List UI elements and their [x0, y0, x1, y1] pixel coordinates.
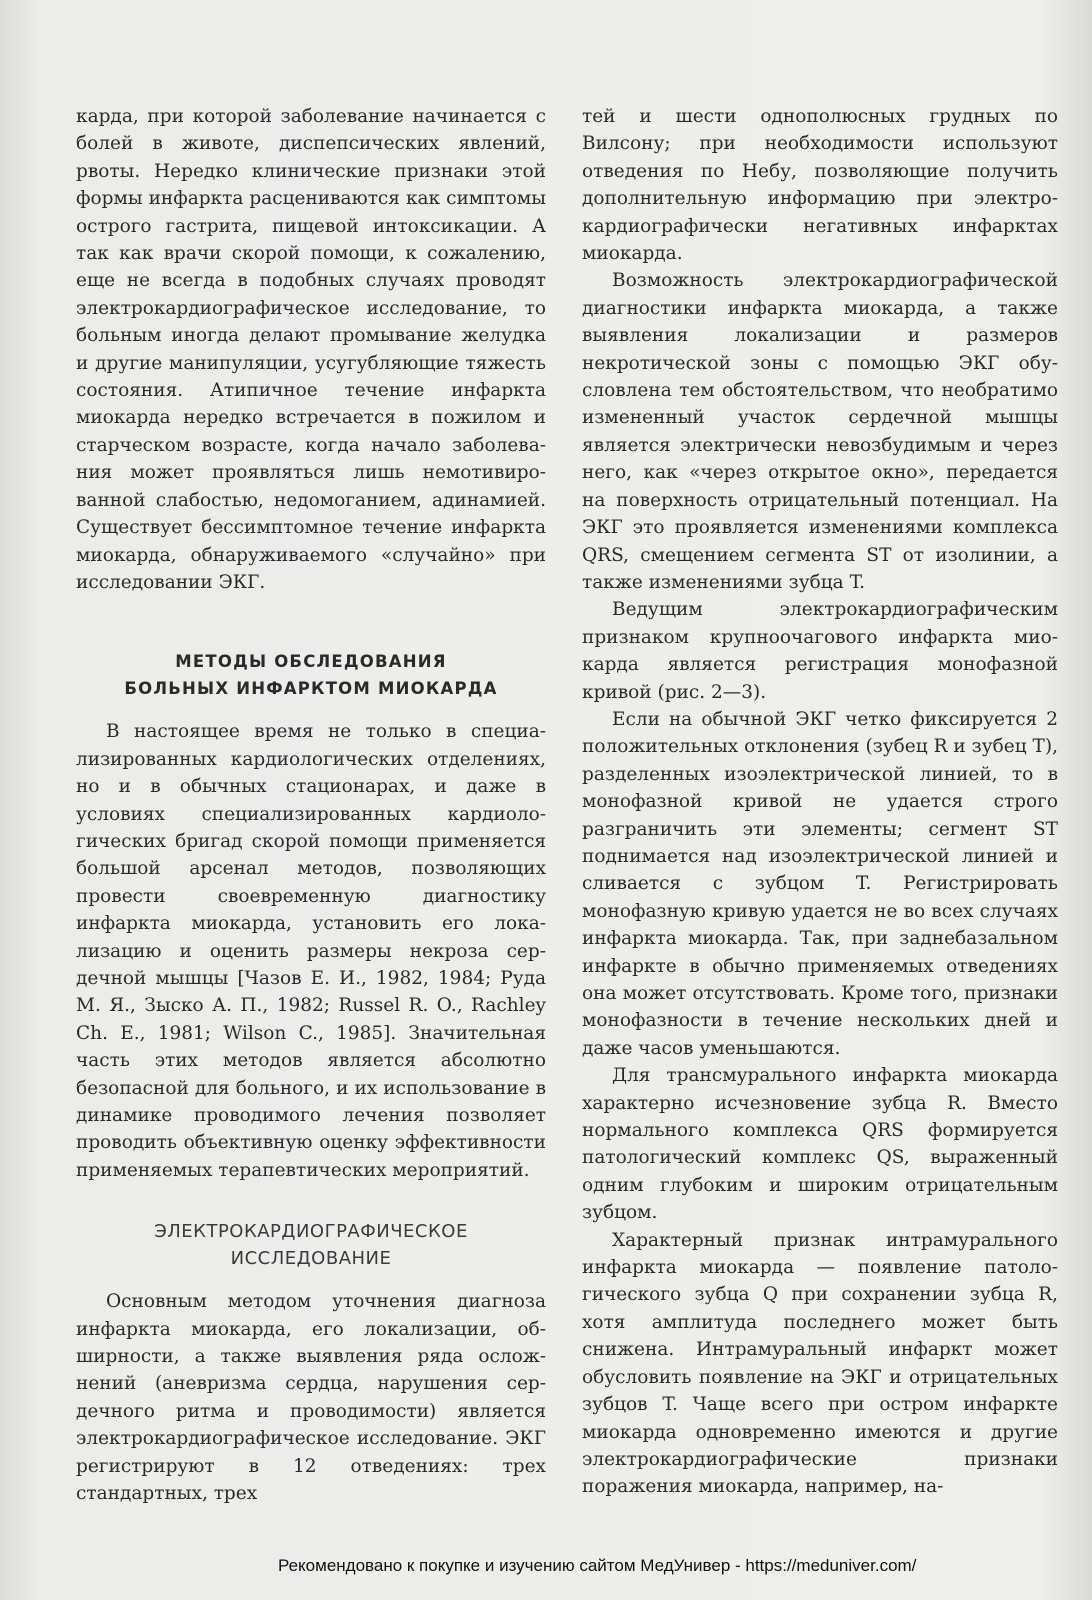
paragraph: Основным методом уточнения диагноза инфаркта миокарда, его локализации, обширности, а также выявления ряда осложнений (аневризма сердца, нарушения сердечного ритма и проводимости) является электрокардиографическое исследование. ЭКГ регистрируют в 12 отведениях: трех стандартных, трех [76, 1291, 546, 1505]
section-heading-ecg [76, 1218, 546, 1272]
right-column [582, 103, 1058, 1501]
paragraph: В настоящее время не только в специализированных кардиологических отделениях, но и в обычных стационарах, и даже в условиях специализированных кардиологических бригад скорой помощи применяется большой арсенал методов, позволяющих провести своевременную диагностику инфаркта миокарда, установить его локализацию и оценить размеры некроза сердечной мышцы [Чазов Е. И., 1982, 1984; Руда М. Я., Зыско А. П., 1982; Russel R. O., Rachley Ch. E., 1981; Wilson C., 1985]. Значительная часть этих методов является абсолютно безопасной для больного, и их использование в динамике проводимого лечения позволяет проводить объективную оценку эффективности применяемых терапевтических мероприятий. [76, 721, 546, 1181]
paragraph: тей и шести однополюсных грудных по Вилсону; при необходимости используют отведения по Небу, позволяющие получить дополнительную информацию при электрокардиографически негативных инфарктах миокарда. [582, 106, 1058, 265]
paragraph: Характерный признак интрамурального инфаркта миокарда — появление патологического зубца Q при сохранении зубца R, хотя амплитуда последнего может быть снижена. Интрамуральный инфаркт может обусловить появление на ЭКГ и отрицательных зубцов T. Чаще всего при остром инфаркте миокарда одновременно имеются и другие электрокардиографические признаки поражения миокарда, например, на- [582, 1229, 1058, 1498]
paragraph: Для трансмурального инфаркта миокарда характерно исчезновение зубца R. Вместо нормального комплекса QRS формируется патологический комплекс QS, выраженный одним глубоким и широким отрицательным зубцом. [582, 1065, 1058, 1224]
paragraph: карда, при которой заболевание начинается с болей в животе, диспепсических явлений, рвоты. Нередко клинические признаки этой формы инфаркта расцениваются как симптомы острого гастрита, пищевой интоксикации. А так как врачи скорой помощи, к сожалению, еще не всегда в подобных случаях проводят электрокардиографическое исследование, то больным иногда делают промывание желудка и другие манипуляции, усугубляющие тяжесть состояния. Атипичное течение инфаркта миокарда нередко встречается в пожилом и старческом возрасте, когда начало заболевания может проявляться лишь немотивированной слабостью, недомоганием, адинамией. Существует бессимптомное течение инфаркта миокарда, обнаруживаемого «случайно» при исследовании ЭКГ. [76, 106, 546, 593]
heading-line: ИССЛЕДОВАНИЕ [230, 1248, 392, 1270]
heading-line: ЭЛЕКТРОКАРДИОГРАФИЧЕСКОЕ [154, 1221, 468, 1243]
paragraph: Ведущим электрокардиографическим признаком крупноочагового инфаркта миокарда является регистрация монофазной кривой (рис. 2—3). [582, 599, 1058, 703]
left-column [76, 103, 546, 1507]
paragraph: Возможность электрокардиографической диагностики инфаркта миокарда, а также выявления локализации и размеров некротической зоны с помощью ЭКГ обусловлена тем обстоятельством, что необратимо измененный участок сердечной мышцы является электрически невозбудимым и через него, как «через открытое окно», передается на поверхность отрицательный потенциал. На ЭКГ это проявляется изменениями комплекса QRS, смещением сегмента ST от изолинии, а также изменениями зубца T. [582, 270, 1058, 593]
paragraph: Если на обычной ЭКГ четко фиксируется 2 положительных отклонения (зубец R и зубец T), разделенных изоэлектрической линией, то в монофазной кривой не удается строго разграничить эти элементы; сегмент ST поднимается над изоэлектрической линией и сливается с зубцом T. Регистрировать монофазную кривую удается не во всех случаях инфаркта миокарда. Так, при заднебазальном инфаркте в обычно применяемых отведениях она может отсутствовать. Кроме того, признаки монофазности в течение нескольких дней и даже часов уменьшаются. [582, 708, 1058, 1059]
heading-line: МЕТОДЫ ОБСЛЕДОВАНИЯ [175, 652, 447, 672]
heading-line: БОЛЬНЫХ ИНФАРКТОМ МИОКАРДА [124, 679, 498, 699]
footer-watermark-text: Рекомендовано к покупке и изучению сайтом МедУнивер - https://meduniver.com/ [278, 1556, 917, 1575]
section-heading-methods [76, 648, 546, 702]
